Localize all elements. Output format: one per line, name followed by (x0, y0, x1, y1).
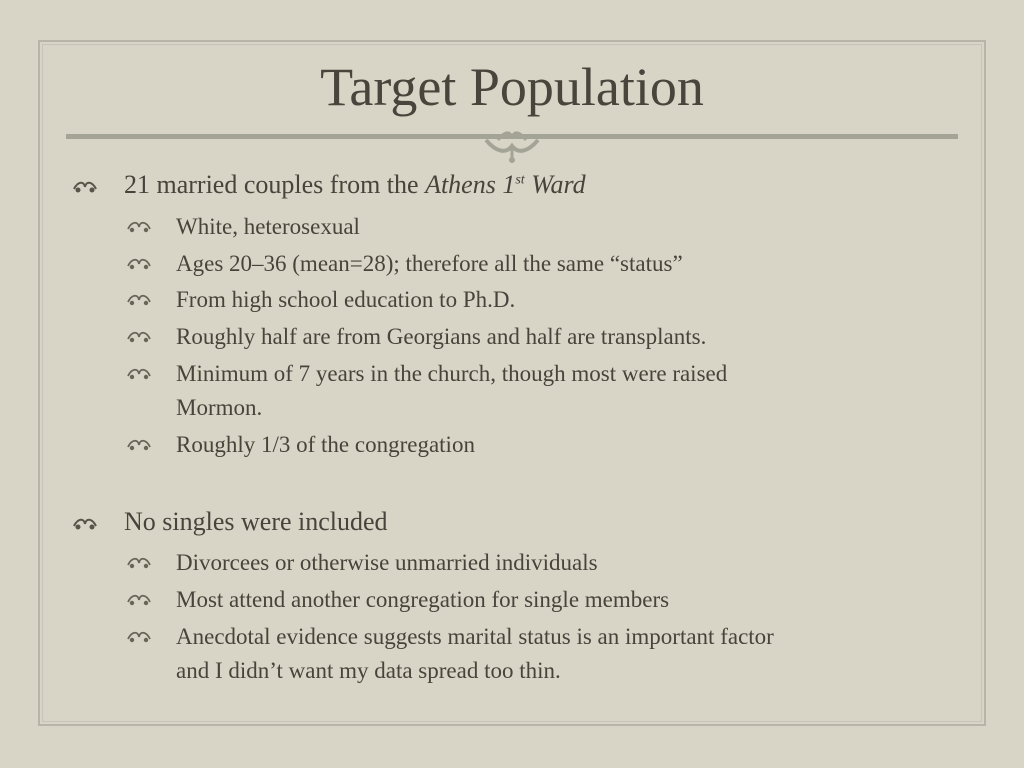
fleuron-bullet-icon (126, 555, 152, 571)
list-item: Most attend another congregation for single members (176, 587, 670, 612)
fleuron-bullet-icon (126, 592, 152, 608)
fleuron-bullet-icon (126, 366, 152, 382)
list-item: Roughly 1/3 of the congregation (176, 432, 475, 457)
fleuron-bullet-icon (126, 256, 152, 272)
fleuron-bullet-icon (126, 629, 152, 645)
heading-superscript: st (515, 172, 525, 188)
heading-prefix: 21 married couples from the (124, 170, 426, 199)
fleuron-bullet-icon (126, 292, 152, 308)
list-item: From high school education to Ph.D. (176, 287, 516, 312)
section-2-heading: No singles were included (124, 507, 388, 536)
list-item: Ages 20–36 (mean=28); therefore all the same “status” (176, 251, 683, 276)
list-item-continuation: and I didn’t want my data spread too thin. (176, 658, 561, 683)
list-item: Roughly half are from Georgians and half are transplants. (176, 324, 707, 349)
list-item-continuation: Mormon. (176, 395, 263, 420)
list-item: Divorcees or otherwise unmarried individuals (176, 550, 598, 575)
heading-italic-a: Athens 1 (425, 170, 516, 199)
fleuron-bullet-icon (126, 437, 152, 453)
fleuron-bullet-icon (126, 329, 152, 345)
list-item: White, heterosexual (176, 214, 360, 239)
section-1-heading (124, 170, 586, 200)
slide-title: Target Population (320, 57, 704, 117)
fleuron-bullet-icon (126, 219, 152, 235)
heading-italic-b: Ward (524, 170, 586, 199)
ornamental-divider-icon (66, 124, 958, 164)
fleuron-bullet-icon (72, 179, 98, 195)
list-item: Minimum of 7 years in the church, though most were raised (176, 361, 728, 386)
fleuron-bullet-icon (72, 516, 98, 532)
list-item: Anecdotal evidence suggests marital status is an important factor (176, 624, 774, 649)
